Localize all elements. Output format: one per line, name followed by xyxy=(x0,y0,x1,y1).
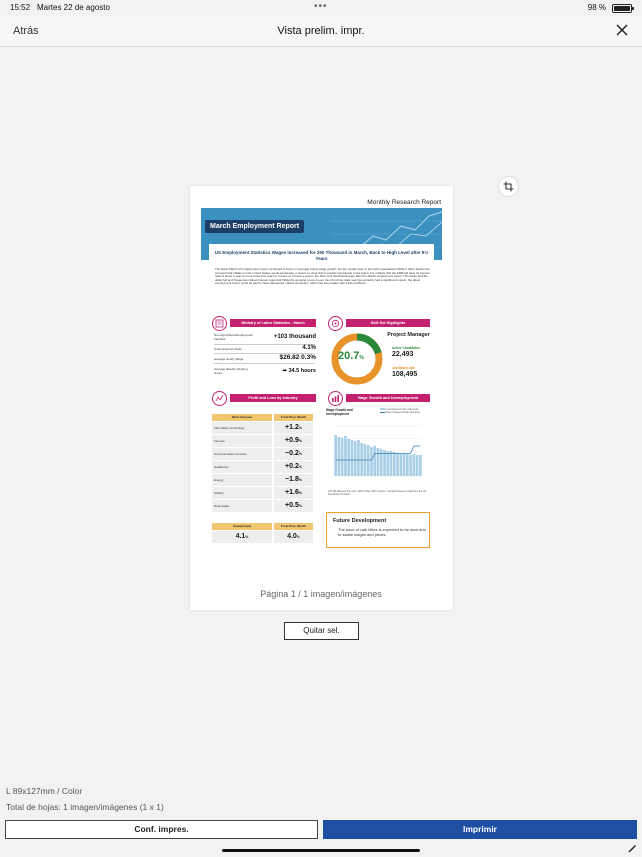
page-indicator: Página 1 / 1 imagen/imágenes xyxy=(260,589,382,599)
table-row xyxy=(212,474,313,486)
total-sheets-info: Total de hojas: 1 imagen/imágenes (1 x 1) xyxy=(6,802,164,812)
wage-chart-title: Wage Growth and Unemployment xyxy=(326,408,353,416)
row-value: +1.2% xyxy=(274,422,313,434)
ministry-heading: Ministry of Labor Statistics - March xyxy=(230,319,316,327)
future-title: Future Development xyxy=(333,518,387,524)
doc-intro-box xyxy=(209,244,434,306)
crop-icon xyxy=(503,181,514,192)
legend-bar-label: Unemployment rate (right axis) xyxy=(385,408,419,411)
legend-line-label: Rate of wage increase (left axis) xyxy=(385,411,420,415)
stat-label: Non-Agricultural Employment Vehicles: xyxy=(214,333,254,341)
ministry-icon xyxy=(212,316,227,331)
chart-bar xyxy=(351,440,354,476)
skill-percent-value: 20.7 xyxy=(338,350,360,362)
chart-bar xyxy=(341,438,344,476)
chart-bar xyxy=(354,441,357,476)
unemployed-prev-value: 4.0% xyxy=(274,531,313,543)
multitask-dots[interactable]: ••• xyxy=(314,1,328,12)
profit-heading: Profit and Loss by Industry xyxy=(230,394,316,402)
row-value: +0.2% xyxy=(274,461,313,473)
chart-bar xyxy=(373,446,376,476)
chart-bar xyxy=(390,451,393,476)
job-match-label: Job Match Ads xyxy=(392,366,415,370)
chart-bar xyxy=(377,448,380,476)
chart-bar xyxy=(367,445,370,476)
page-title: Vista prelim. impr. xyxy=(277,25,365,37)
ministry-stats xyxy=(214,333,316,380)
future-text: The pace of rate hikes is expected to be slow due to stable wages and prices. xyxy=(338,527,426,537)
skill-percent-unit: % xyxy=(359,355,364,361)
print-settings-button[interactable]: Conf. impres. xyxy=(5,820,318,839)
row-label: Energy xyxy=(212,474,272,486)
print-button[interactable]: Imprimir xyxy=(323,820,637,839)
chart-bar xyxy=(399,454,402,476)
battery-icon xyxy=(612,4,632,13)
wage-heading: Wage Growth and Unemployment xyxy=(346,394,430,402)
row-label: Utilities xyxy=(212,487,272,499)
stat-label: Average Weekly Working Hours: xyxy=(214,367,248,375)
doc-subtitle: US Employment Statistics Wages Increased for 250 Thousand in March, Back to High Level after 9½ Years xyxy=(214,250,429,261)
wage-chart xyxy=(328,424,430,482)
row-value: −0.2% xyxy=(274,448,313,460)
wage-chart-note: (NOTE) Data are from Jan. 2016 to Mar. 2018. Source: Compiled based on data from the US Department of Labor. xyxy=(328,490,427,496)
table-row xyxy=(212,448,313,460)
stat-value: ➡ 34.5 hours xyxy=(282,368,316,374)
navigation-bar xyxy=(0,16,642,47)
stat-value: 4.1% xyxy=(302,345,316,351)
skill-icon xyxy=(328,316,343,331)
skill-percent xyxy=(338,350,364,362)
paper-size-info: L 89x127mm / Color xyxy=(6,786,83,796)
crop-button[interactable] xyxy=(498,176,519,197)
chart-bar xyxy=(416,455,419,476)
table-row xyxy=(212,435,313,447)
active-candidates-value: 22,493 xyxy=(392,351,414,358)
status-time: 15:52 xyxy=(10,3,31,12)
print-preview-page[interactable] xyxy=(190,186,453,610)
unemployed-value: 4.1% xyxy=(212,531,272,543)
remove-selection-button[interactable]: Quitar sel. xyxy=(284,622,359,640)
table-row xyxy=(212,461,313,473)
chart-bar xyxy=(396,453,399,476)
col-unemployed-prev: From Prev. Month xyxy=(274,523,313,530)
table-row xyxy=(212,422,313,434)
skill-heading: Skill Set Highlights xyxy=(346,319,430,327)
chart-bar xyxy=(419,455,422,476)
chart-bar xyxy=(383,450,386,476)
table-row xyxy=(212,500,313,512)
row-value: +1.6% xyxy=(274,487,313,499)
pen-icon[interactable] xyxy=(626,842,638,854)
stat-label: Unemployment Rate: xyxy=(214,347,243,351)
stat-value: +103 thousand xyxy=(273,334,316,340)
status-bar xyxy=(0,0,642,16)
preview-area xyxy=(0,48,642,778)
doc-header: Monthly Research Report xyxy=(367,199,441,206)
wage-legend xyxy=(380,408,430,414)
row-value: +0.9% xyxy=(274,435,313,447)
active-candidates-label: Active Candidates xyxy=(392,346,420,350)
chart-bar xyxy=(357,440,360,476)
row-label: Finance xyxy=(212,435,272,447)
skill-role: Project Manager xyxy=(387,332,430,338)
wage-icon xyxy=(328,391,343,406)
doc-body-text: The latest March US employment report continued to focus on average hourly wage growth, but the results were in line with expectations.While it didn't lead to the prospect that inflation in the United States would accelerate, it wasn't so clear that it wouldn't accelerate in the future It is unlikely that the FRB will raise its interest rates 3 times a year (2 more times this year) to 4 times or 2 times a year in the New York Stock Exchange after the March employment report, US stocks and the dollar fell and Treasuries rallied (interest rates fell) While the growing concern over the US-China trade war has certainly had a significant impact, the latest employment report could be said to have dampened market sentiment, which has been laden with trade problems. xyxy=(215,267,430,286)
future-development-box xyxy=(326,512,430,548)
chart-bar xyxy=(403,453,406,476)
chart-bar xyxy=(413,454,416,476)
close-icon[interactable] xyxy=(615,23,629,37)
doc-title: March Employment Report xyxy=(205,220,304,233)
chart-bar xyxy=(409,455,412,476)
chart-bar xyxy=(393,452,396,476)
stat-value: $26.82 0.3% xyxy=(279,354,316,361)
stat-label: Average Hourly Wage: xyxy=(214,357,245,361)
col-work-increase: Work Increase xyxy=(212,414,272,421)
status-date: Martes 22 de agosto xyxy=(37,3,110,12)
home-indicator[interactable] xyxy=(222,849,420,852)
chart-bar xyxy=(347,439,350,476)
col-prev-month: From Prev. Month xyxy=(274,414,313,421)
back-button[interactable]: Atrás xyxy=(13,25,39,37)
row-value: +0.5% xyxy=(274,500,313,512)
profit-icon xyxy=(212,391,227,406)
chart-bar xyxy=(370,447,373,476)
col-unemployed: Unemployed xyxy=(212,523,272,530)
job-match-value: 108,495 xyxy=(392,371,418,378)
chart-bar xyxy=(360,443,363,476)
row-label: Communication services xyxy=(212,448,272,460)
row-value: −1.8% xyxy=(274,474,313,486)
table-row xyxy=(212,487,313,499)
chart-bar xyxy=(338,437,341,476)
chart-bar xyxy=(406,454,409,476)
chart-bar xyxy=(344,436,347,476)
row-label: Information technology xyxy=(212,422,272,434)
chart-bar xyxy=(386,451,389,476)
chart-bar xyxy=(334,435,337,476)
row-label: Healthcare xyxy=(212,461,272,473)
row-label: Real estate xyxy=(212,500,272,512)
battery-percentage: 98 % xyxy=(587,3,606,12)
chart-bar xyxy=(380,449,383,476)
